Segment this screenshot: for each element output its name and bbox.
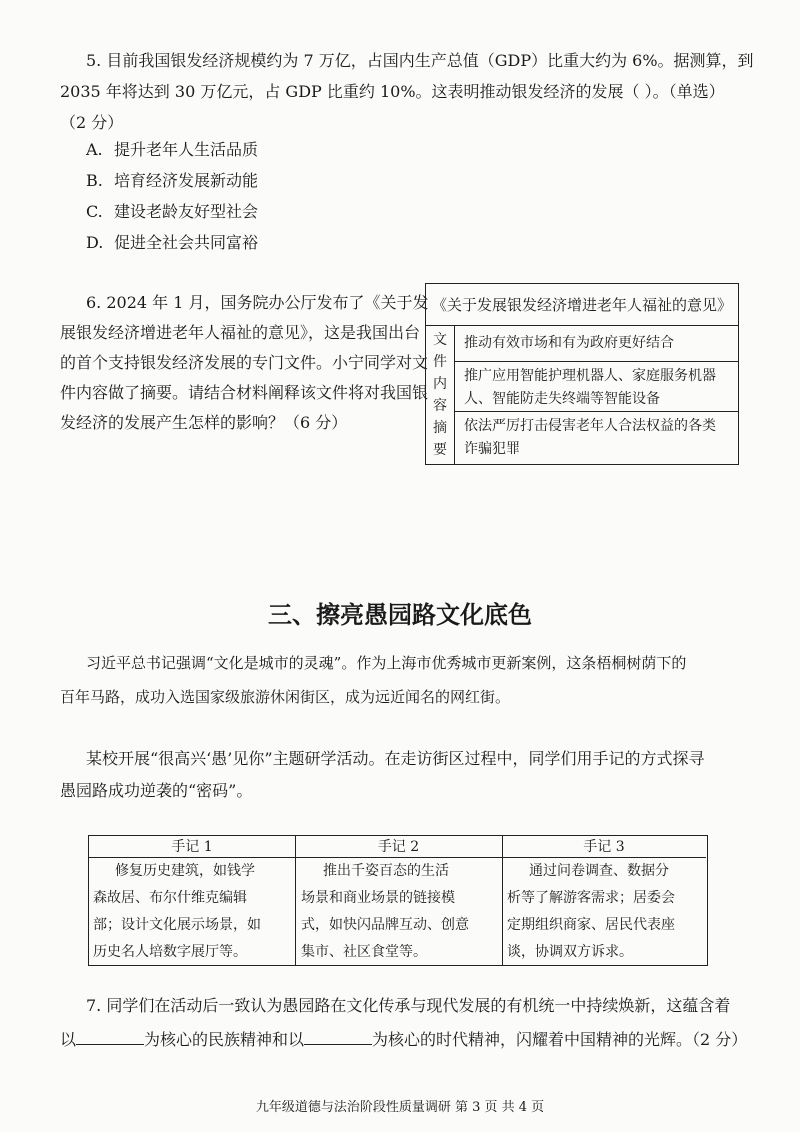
column-divider (295, 836, 296, 965)
q7-line-1: 7. 同学们在活动后一致认为愚园路在文化传承与现代发展的有机统一中持续焕新，这蕴含着 (86, 996, 731, 1015)
cell-line: 森故居、布尔什维克编辑 (93, 890, 247, 906)
q7-line-2 (60, 1028, 747, 1050)
cell-line: 集市、社区食堂等。 (301, 944, 427, 960)
option-letter: B. (86, 171, 103, 190)
q6-line-1: 6. 2024 年 1 月，国务院办公厅发布了《关于发 (86, 293, 429, 312)
q7-prefix: 以 (60, 1030, 77, 1049)
summary-row-text: 人、智能防走失终端等智能设备 (464, 391, 660, 407)
notes-cell-1 (93, 858, 293, 966)
option-text: 建设老龄友好型社会 (114, 202, 259, 221)
summary-row-3 (455, 411, 738, 461)
notes-cell-2 (301, 858, 501, 966)
q5-option-a (86, 140, 258, 160)
q5-line-1: 5. 目前我国银发经济规模约为 7 万亿，占国内生产总值（GDP）比重大约为 6%。据测算，到 (86, 51, 754, 70)
notes-cell-3 (507, 858, 705, 966)
summary-row-text: 推广应用智能护理机器人、家庭服务机器 (464, 368, 716, 384)
cell-line: 历史名人培数字展厅等。 (93, 944, 247, 960)
page-footer: 九年级道德与法治阶段性质量调研 第 3 页 共 4 页 (255, 1100, 545, 1115)
option-letter: A. (86, 140, 103, 159)
cell-line: 定期组织商家、居民代表座 (507, 917, 675, 933)
summary-row-text: 推动有效市场和有为政府更好结合 (464, 335, 674, 351)
q6-line-3: 的首个支持银发经济发展的专门文件。小宁同学对文 (60, 353, 429, 372)
cell-line: 式，如快闪品牌互动、创意 (301, 917, 469, 933)
q5-line-2: 2035 年将达到 30 万亿元，占 GDP 比重约 10%。这表明推动银发经济的发展（ ）。（单选） (60, 82, 725, 101)
notes-header-3: 手记 3 (502, 836, 706, 858)
q5-option-d (86, 233, 258, 253)
side-char: 内 (433, 376, 447, 392)
para2-line-2: 愚园路成功逆袭的“密码”。 (60, 781, 253, 800)
option-letter: D. (86, 233, 104, 252)
para1-line-1: 习近平总书记强调“文化是城市的灵魂”。作为上海市优秀城市更新案例，这条梧桐树荫下的 (86, 654, 687, 672)
cell-line: 通过问卷调查、数据分 (529, 863, 669, 879)
cell-line: 析等了解游客需求；居委会 (507, 890, 675, 906)
side-char: 容 (433, 398, 447, 414)
option-letter: C. (86, 202, 103, 221)
q5-line-3: （2 分） (60, 113, 124, 132)
summary-row-text: 诈骗犯罪 (464, 441, 520, 457)
answer-blank-2[interactable] (304, 1028, 372, 1045)
notes-table (88, 835, 708, 966)
notes-header-2: 手记 2 (295, 836, 502, 858)
notes-header-1: 手记 1 (89, 836, 295, 858)
cell-line: 部；设计文化展示场景，如 (93, 917, 261, 933)
side-char: 文 (433, 332, 447, 348)
summary-row-text: 依法严厉打击侵害老年人合法权益的各类 (464, 418, 716, 434)
summary-side-label (426, 326, 455, 464)
side-char: 件 (433, 354, 447, 370)
cell-line: 场景和商业场景的链接模 (301, 890, 455, 906)
cell-line: 修复历史建筑，如钱学 (115, 863, 255, 879)
document-title: 《关于发展银发经济增进老年人福祉的意见》 (426, 284, 738, 326)
q5-option-b (86, 171, 258, 191)
summary-row-1 (455, 332, 738, 355)
q6-line-5: 发经济的发展产生怎样的影响？（6 分） (60, 413, 348, 432)
cell-line: 推出千姿百态的生活 (323, 863, 449, 879)
option-text: 促进全社会共同富裕 (114, 233, 259, 252)
side-char: 摘 (433, 420, 447, 436)
answer-blank-1[interactable] (76, 1028, 144, 1045)
q5-option-c (86, 202, 258, 222)
para1-line-2: 百年马路，成功入选国家级旅游休闲街区，成为远近闻名的网红街。 (60, 688, 511, 706)
q7-suffix: 为核心的时代精神，闪耀着中国精神的光辉。（2 分） (372, 1030, 748, 1049)
document-summary-box (425, 283, 739, 465)
q6-line-4: 件内容做了摘要。请结合材料阐释该文件将对我国银 (60, 383, 429, 402)
q6-line-2: 展银发经济增进老年人福祉的意见》，这是我国出台 (60, 323, 421, 342)
para2-line-1: 某校开展“很高兴‘愚’见你”主题研学活动。在走访街区过程中，同学们用手记的方式探寻 (86, 749, 705, 768)
summary-row-2 (455, 361, 738, 411)
side-char: 要 (433, 442, 447, 458)
cell-line: 谈，协调双方诉求。 (507, 944, 633, 960)
q7-middle: 为核心的民族精神和以 (144, 1030, 305, 1049)
option-text: 培育经济发展新动能 (114, 171, 259, 190)
option-text: 提升老年人生活品质 (114, 140, 259, 159)
column-divider (502, 836, 503, 965)
section-title: 三、擦亮愚园路文化底色 (268, 601, 532, 629)
